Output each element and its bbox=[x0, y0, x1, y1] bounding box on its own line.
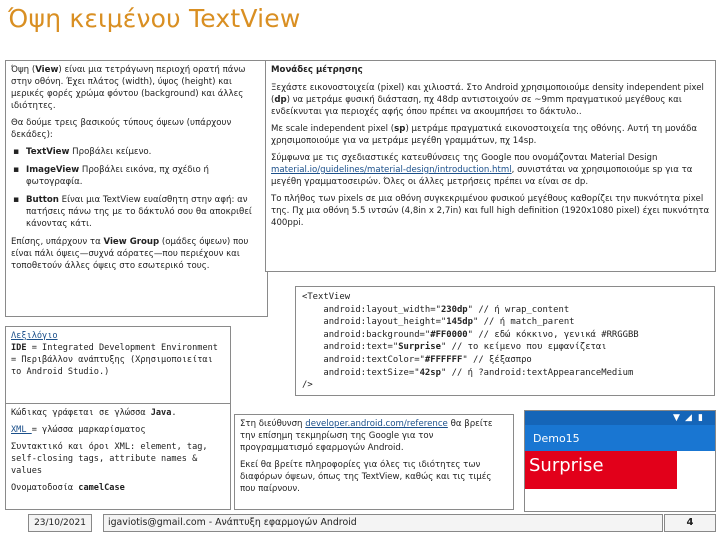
footer-author: igaviotis@gmail.com - Ανάπτυξη εφαρμογών Android bbox=[103, 514, 663, 532]
view-definition: Όψη (View) είναι μια τετράγωνη περιοχή ορατή πάνω στην οθόνη. Έχει πλάτος (width), ύψος (height) και μερικές φορές χρώμα φόντου (background) και άλλες ιδιότητες. bbox=[11, 65, 246, 111]
list-item: ▪ TextView Προβάλει κείμενο. bbox=[11, 146, 262, 158]
list-item: ▪ Button Είναι μια TextView ευαίσθητη στην αφή: αν πατήσεις πάνω της με το δάκτυλό σου θα αποκριθεί κάνοντας κάτι. bbox=[11, 194, 262, 230]
dev-properties-paragraph: Εκεί θα βρείτε πληροφορίες για όλες τις ιδιότητες των διαφόρων όψεων, όπως της TextView, καθώς και τις τιμές που παίρνουν. bbox=[240, 460, 492, 494]
page-title: Όψη κειμένου TextView bbox=[8, 4, 301, 33]
code-open-tag: <TextView bbox=[302, 292, 351, 302]
wifi-icon: ▼ bbox=[673, 413, 680, 423]
java-xml-box bbox=[5, 404, 231, 510]
xml-link[interactable]: XML bbox=[11, 425, 32, 435]
ide-definition: IDE = Integrated Development Environment = Περιβάλλον ανάπτυξης (Χρησιμοποιείται το Android Studio.) bbox=[11, 343, 218, 377]
material-paragraph: Σύμφωνα με τις σχεδιαστικές κατευθύνσεις της Google που ονομάζονται Material Design material.io/guidelines/material-design/introduction.html, συνιστάται να χρησιμοποιούμε sp για τα μεγέθη γραμματοσειρών. Όλες οι άλλες μετρήσεις πρέπει να είναι σε dp. bbox=[271, 153, 693, 187]
phone-status-bar bbox=[525, 411, 715, 425]
glossary-box bbox=[5, 326, 231, 404]
dp-paragraph: Ξεχάστε εικονοστοιχεία (pixel) και χιλιοστά. Στο Android χρησιμοποιούμε density independent pixel (dp) να μετράμε φυσική διάσταση, πχ 48dp αντιστοιχούν σε ~9mm πραγματικού μεγέθους και ενδείκνυται για περιοχές αφής όπου πρέπει να ακουμπήσει το δάκτυλο.. bbox=[271, 83, 704, 117]
view-intro-box bbox=[5, 60, 268, 317]
footer-date: 23/10/2021 bbox=[28, 514, 92, 532]
java-note: Κώδικας γράφεται σε γλώσσα Java. bbox=[11, 408, 177, 418]
xml-terms: Συντακτικό και όροι XML: element, tag, self-closing tags, attribute names & values bbox=[11, 442, 208, 476]
view-types-intro: Θα δούμε τρεις βασικούς τύπους όψεων (υπάρχουν δεκάδες): bbox=[11, 118, 232, 140]
material-design-link[interactable]: material.io/guidelines/material-design/introduction.html bbox=[271, 165, 512, 175]
units-heading: Μονάδες μέτρησης bbox=[271, 65, 363, 75]
camelcase-note: Ονοματοδοσία camelCase bbox=[11, 483, 125, 493]
code-line: android:text="Surprise" // το κείμενο που εμφανίζεται bbox=[302, 342, 607, 353]
page-number: 4 bbox=[664, 514, 716, 532]
developer-android-link[interactable]: developer.android.com/reference bbox=[305, 419, 448, 429]
code-close-tag: /> bbox=[302, 380, 313, 391]
code-line: android:layout_height="145dp" // ή match_parent bbox=[302, 317, 575, 328]
glossary-heading[interactable]: Λεξιλόγιο bbox=[11, 331, 58, 341]
signal-icon: ◢ bbox=[685, 413, 692, 423]
viewgroup-paragraph: Επίσης, υπάρχουν τα View Group (ομάδες όψεων) που είναι πάλι όψεις—συχνά αόρατες—που περιέχουν και τοποθετούν άλλες όψεις στο εσωτερικό τους. bbox=[11, 237, 249, 271]
surprise-textview: Surprise bbox=[525, 451, 677, 489]
view-types-list bbox=[11, 146, 262, 230]
code-line: android:layout_width="230dp" // ή wrap_content bbox=[302, 304, 570, 315]
developer-reference-box bbox=[234, 414, 514, 510]
sp-paragraph: Με scale independent pixel (sp) μετράμε πραγματικά εικονοστοιχεία της οθόνης. Αυτή τη μονάδα χρησιμοποιούμε για να μετράμε μεγέθη γραμμάτων, πχ 14sp. bbox=[271, 124, 698, 146]
phone-preview bbox=[524, 410, 716, 512]
code-line: android:background="#FF0000" // εδώ κόκκινο, γενικά #RRGGBB bbox=[302, 329, 639, 340]
code-line: android:textSize="42sp" // ή ?android:textAppearanceMedium bbox=[302, 367, 634, 378]
code-sample-box bbox=[295, 286, 715, 396]
dev-reference-paragraph: Στη διεύθυνση developer.android.com/reference θα βρείτε την επίσημη τεκμηρίωση της Google για τον προγραμματισμό εφαρμογών Android. bbox=[240, 419, 493, 453]
xml-note: XML = γλώσσα μαρκαρίσματος bbox=[11, 425, 146, 435]
units-box bbox=[265, 60, 716, 272]
code-line: android:textColor="#FFFFFF" // ξέξασπρο bbox=[302, 354, 532, 365]
phone-app-bar: Demo15 bbox=[525, 425, 715, 451]
density-paragraph: Το πλήθος των pixels σε μια οθόνη συγκεκριμένου φυσικού μεγέθους καθορίζει την πυκνότητα pixel της. Πχ μια οθόνη 5.5 ιντσών (4,8in x 2,7in) και full high definition (1920x1080 pixel) έχει πυκνότητα 400ppi. bbox=[271, 194, 710, 228]
battery-icon: ▮ bbox=[698, 413, 703, 423]
list-item: ▪ ImageView Προβάλει εικόνα, πχ σχέδιο ή φωτογραφία. bbox=[11, 164, 262, 188]
